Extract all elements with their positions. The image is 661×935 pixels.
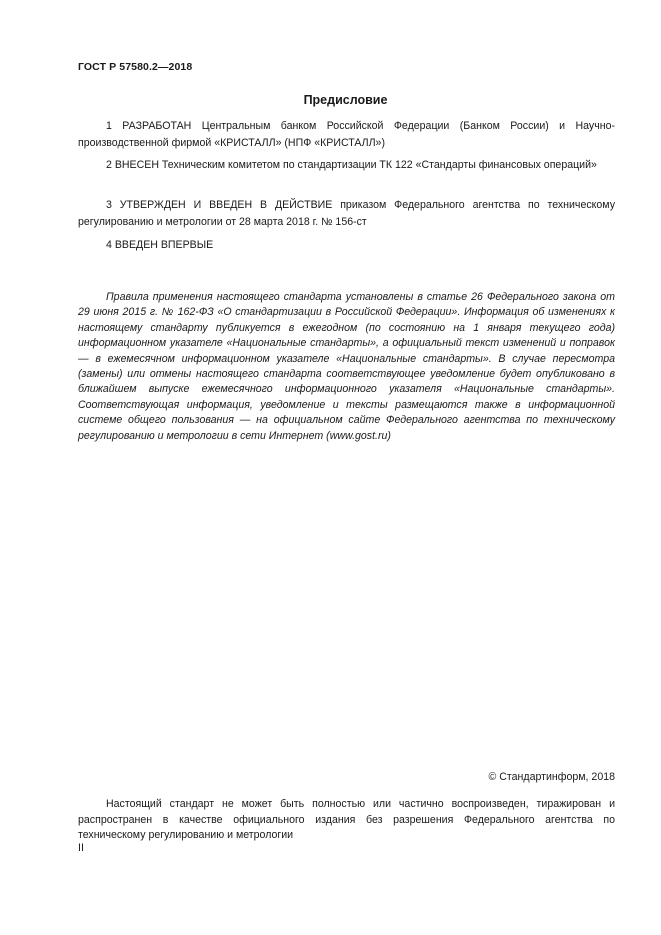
foreword-item-1: 1 РАЗРАБОТАН Центральным банком Российской Федерации (Банком России) и Научно-производственной фирмой «КРИСТАЛЛ» (НПФ «КРИСТАЛЛ») (78, 120, 615, 149)
foreword-item-4: 4 ВВЕДЕН ВПЕРВЫЕ (106, 239, 214, 251)
standard-notice: Правила применения настоящего стандарта установлены в статье 26 Федерального закона от 29 июня 2015 г. № 162-ФЗ «О стандартизации в Российской Федерации». Информация об изменениях к настоящему стандарту публикуется в ежегодном (по состоянию на 1 января текущего года) информационном указателе «Национальные стандарты», а официальный текст изменений и поправок — в ежемесячном информационном указателе «Национальные стандарты». В случае пересмотра (замены) или отмены настоящего стандарта соответствующее уведомление будет опубликовано в ближайшем выпуске ежемесячного информационного указателя «Национальные стандарты». Соответствующая информация, уведомление и тексты размещаются также в информационной системе общего пользования — на официальном сайте Федерального агентства по техническому регулированию и метрологии в сети Интернет (www.gost.ru) (78, 291, 615, 442)
page-title: Предисловие (303, 93, 388, 107)
copyright-line: © Стандартинформ, 2018 (488, 771, 615, 783)
foreword-item-3: 3 УТВЕРЖДЕН И ВВЕДЕН В ДЕЙСТВИЕ приказом Федерального агентства по техническому регулированию и метрологии от 28 марта 2018 г. № 156-ст (78, 199, 615, 228)
standard-code: ГОСТ Р 57580.2—2018 (78, 61, 193, 73)
page-number: II (78, 842, 84, 854)
foreword-item-2: 2 ВНЕСЕН Техническим комитетом по стандартизации ТК 122 «Стандарты финансовых операций» (106, 159, 597, 171)
reproduction-notice: Настоящий стандарт не может быть полностью или частично воспроизведен, тиражирован и распространен в качестве официального издания без разрешения Федерального агентства по техническому регулированию и метрологии (78, 798, 615, 841)
